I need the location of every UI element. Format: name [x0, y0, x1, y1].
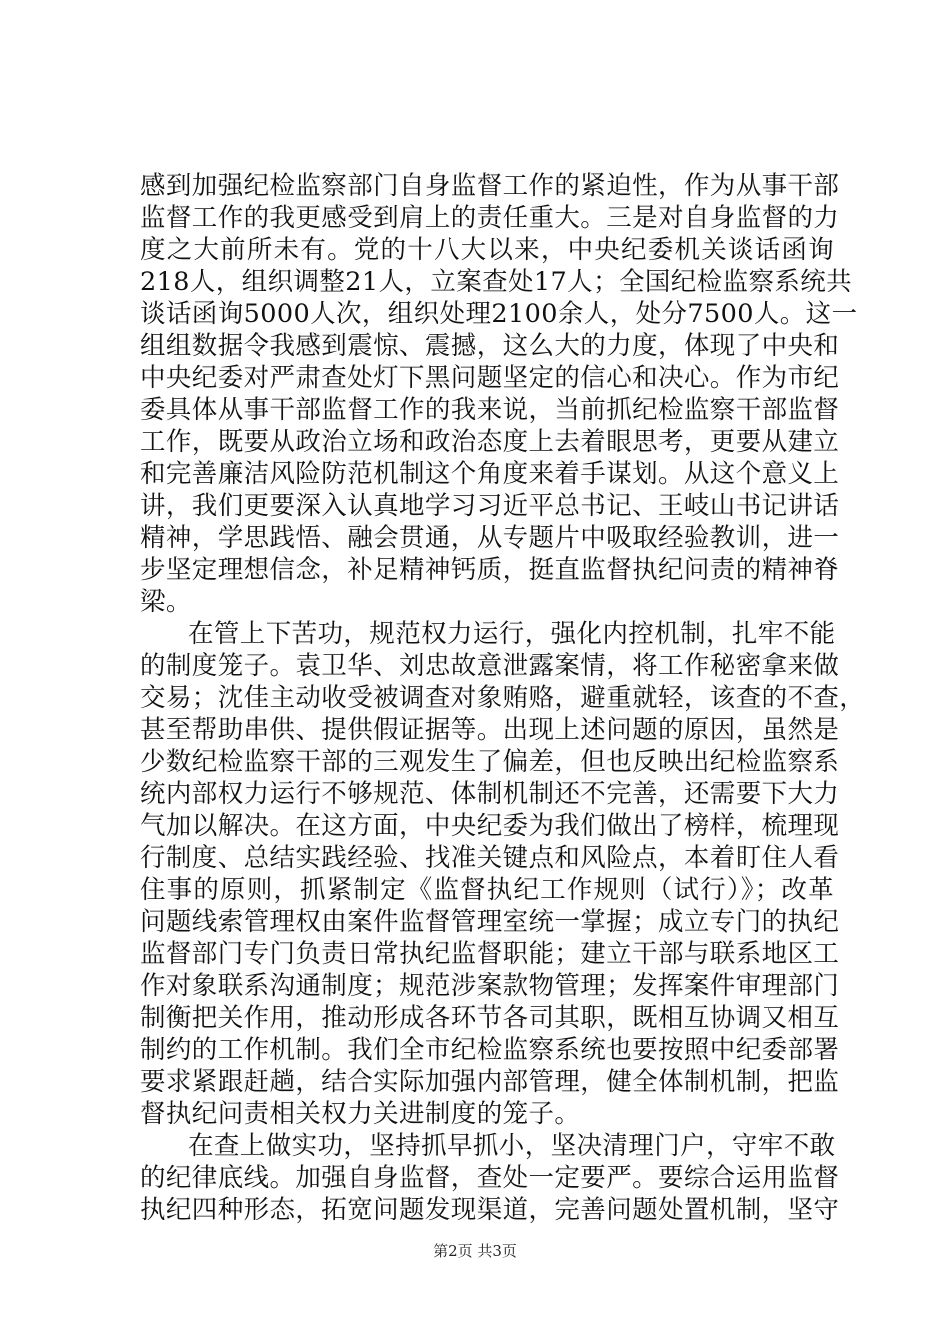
- text-line: 少数纪检监察干部的三观发生了偏差，但也反映出纪检监察系: [140, 747, 840, 777]
- text-line: 218人，组织调整21人，立案查处17人；全国纪检监察系统共: [140, 267, 853, 297]
- text-line: 的纪律底线。加强自身监督，查处一定要严。要综合运用监督: [140, 1163, 840, 1193]
- text-line: 委具体从事干部监督工作的我来说，当前抓纪检监察干部监督: [140, 395, 840, 425]
- text-line: 讲，我们更要深入认真地学习习近平总书记、王岐山书记讲话: [140, 491, 840, 521]
- text-line: 甚至帮助串供、提供假证据等。出现上述问题的原因，虽然是: [140, 715, 840, 745]
- text-line: 问题线索管理权由案件监督管理室统一掌握；成立专门的执纪: [140, 907, 840, 937]
- text-line: 组组数据令我感到震惊、震撼，这么大的力度，体现了中央和: [140, 331, 840, 361]
- text-line: 督执纪问责相关权力关进制度的笼子。: [140, 1099, 581, 1129]
- text-line: 感到加强纪检监察部门自身监督工作的紧迫性，作为从事干部: [140, 171, 840, 201]
- text-line: 制衡把关作用，推动形成各环节各司其职，既相互协调又相互: [140, 1003, 840, 1033]
- text-line: 监督工作的我更感受到肩上的责任重大。三是对自身监督的力: [140, 203, 840, 233]
- text-line: 住事的原则，抓紧制定《监督执纪工作规则（试行）》；改革: [140, 875, 834, 905]
- text-line: 工作，既要从政治立场和政治态度上去着眼思考，更要从建立: [140, 427, 840, 457]
- text-line: 步坚定理想信念，补足精神钙质，挺直监督执纪问责的精神脊: [140, 555, 840, 585]
- text-line: 度之大前所未有。党的十八大以来，中央纪委机关谈话函询: [140, 235, 834, 265]
- page-number: 第2页 共3页: [433, 1242, 517, 1260]
- page-footer: [0, 1241, 950, 1261]
- text-line: 制约的工作机制。我们全市纪检监察系统也要按照中纪委部署: [140, 1035, 840, 1065]
- paragraph-start-line: 在查上做实功，坚持抓早抓小，坚决清理门户，守牢不敢: [188, 1131, 836, 1161]
- text-line: 精神，学思践悟、融会贯通，从专题片中吸取经验教训，进一: [140, 523, 840, 553]
- paragraph-start-line: 在管上下苦功，规范权力运行，强化内控机制，扎牢不能: [188, 619, 836, 649]
- document-body: [140, 170, 866, 1226]
- text-line: 梁。: [140, 587, 192, 617]
- text-line: 行制度、总结实践经验、找准关键点和风险点，本着盯住人看: [140, 843, 840, 873]
- text-line: 交易；沈佳主动收受被调查对象贿赂，避重就轻，该查的不查，: [140, 683, 866, 713]
- text-line: 的制度笼子。袁卫华、刘忠故意泄露案情，将工作秘密拿来做: [140, 651, 840, 681]
- text-line: 作对象联系沟通制度；规范涉案款物管理；发挥案件审理部门: [140, 971, 840, 1001]
- text-line: 统内部权力运行不够规范、体制机制还不完善，还需要下大力: [140, 779, 840, 809]
- text-line: 执纪四种形态，拓宽问题发现渠道，完善问题处置机制，坚守: [140, 1195, 840, 1225]
- text-line: 谈话函询5000人次，组织处理2100余人，处分7500人。这一: [140, 299, 858, 329]
- text-line: 和完善廉洁风险防范机制这个角度来着手谋划。从这个意义上: [140, 459, 840, 489]
- text-line: 要求紧跟赶趟，结合实际加强内部管理，健全体制机制，把监: [140, 1067, 840, 1097]
- text-line: 监督部门专门负责日常执纪监督职能；建立干部与联系地区工: [140, 939, 840, 969]
- text-line: 中央纪委对严肃查处灯下黑问题坚定的信心和决心。作为市纪: [140, 363, 840, 393]
- text-line: 气加以解决。在这方面，中央纪委为我们做出了榜样，梳理现: [140, 811, 840, 841]
